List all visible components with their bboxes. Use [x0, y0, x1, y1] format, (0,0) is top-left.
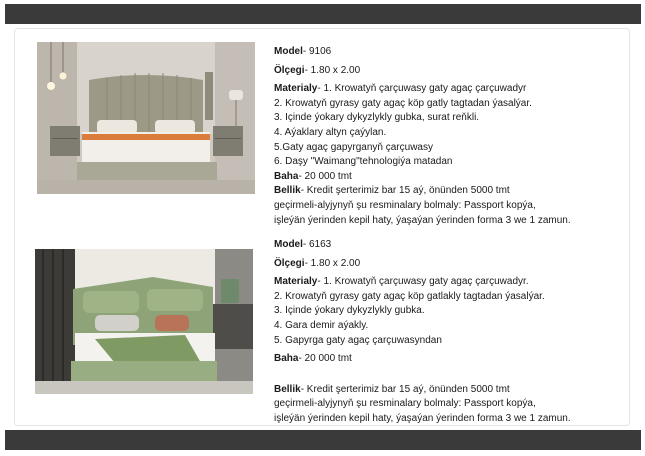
product-9106-specs — [274, 45, 634, 228]
credit-line: Bellik- Kredit şerterimiz bar 15 aý, önünden 5000 tmt — [274, 383, 510, 395]
material-item: 3. Içinde ýokary dykyzlykly gubka, surat reňkli. — [274, 112, 480, 124]
price-line: Baha- 20 000 tmt — [274, 170, 352, 182]
material-item: 5.Gaty agaç gapyrganyň çarçuwasy — [274, 141, 433, 153]
top-bar — [5, 4, 641, 24]
material-item: 3. Içinde ýokary dykyzlykly gubka. — [274, 305, 425, 317]
material-item: 4. Gara demir aýakly. — [274, 319, 369, 331]
credit-line: geçirmeli-alyjynyň şu resminalary bolmaly: Passport kopýa, — [274, 199, 536, 211]
size-line: Ölçegi- 1.80 x 2.00 — [274, 64, 361, 76]
model-line: Model- 9106 — [274, 46, 332, 57]
size-line: Ölçegi- 1.80 x 2.00 — [274, 257, 361, 269]
credit-line: geçirmeli-alyjynyň şu resminalary bolmaly: Passport kopýa, — [274, 398, 536, 410]
product-6163-specs — [274, 238, 634, 427]
material-item: 6. Daşy "Waimang"tehnologiýa matadan — [274, 156, 453, 168]
material-item: 5. Gapyrga gaty agaç çarçuwasyndan — [274, 334, 442, 346]
materials-line: Materialy- 1. Krowatyň çarçuwasy gaty agaç çarçuwadyr. — [274, 276, 529, 288]
bottom-bar — [5, 430, 641, 450]
material-item: 2. Krowatyň gyrasy gaty agaç köp gatlakly tagtadan ýasalýar. — [274, 290, 545, 302]
credit-line: işleýän ýerinden kepil haty, ýaşaýan ýerinden forma 3 we 1 zamun. — [274, 214, 571, 226]
price-line: Baha- 20 000 tmt — [274, 353, 352, 365]
bed-9106-photo — [37, 42, 255, 194]
credit-line: işleýän ýerinden kepil haty, ýaşaýan ýerinden forma 3 we 1 zamun. — [274, 412, 571, 424]
material-item: 4. Aýaklary altyn çaýylan. — [274, 126, 387, 138]
material-item: 2. Krowatyň gyrasy gaty agaç köp gatly tagtadan ýasalýar. — [274, 97, 532, 109]
model-line: Model- 6163 — [274, 239, 332, 250]
materials-line: Materialy- 1. Krowatyň çarçuwasy gaty agaç çarçuwadyr — [274, 83, 527, 95]
bed-6163-photo — [35, 249, 253, 394]
credit-line: Bellik- Kredit şerterimiz bar 15 aý, önünden 5000 tmt — [274, 185, 510, 197]
